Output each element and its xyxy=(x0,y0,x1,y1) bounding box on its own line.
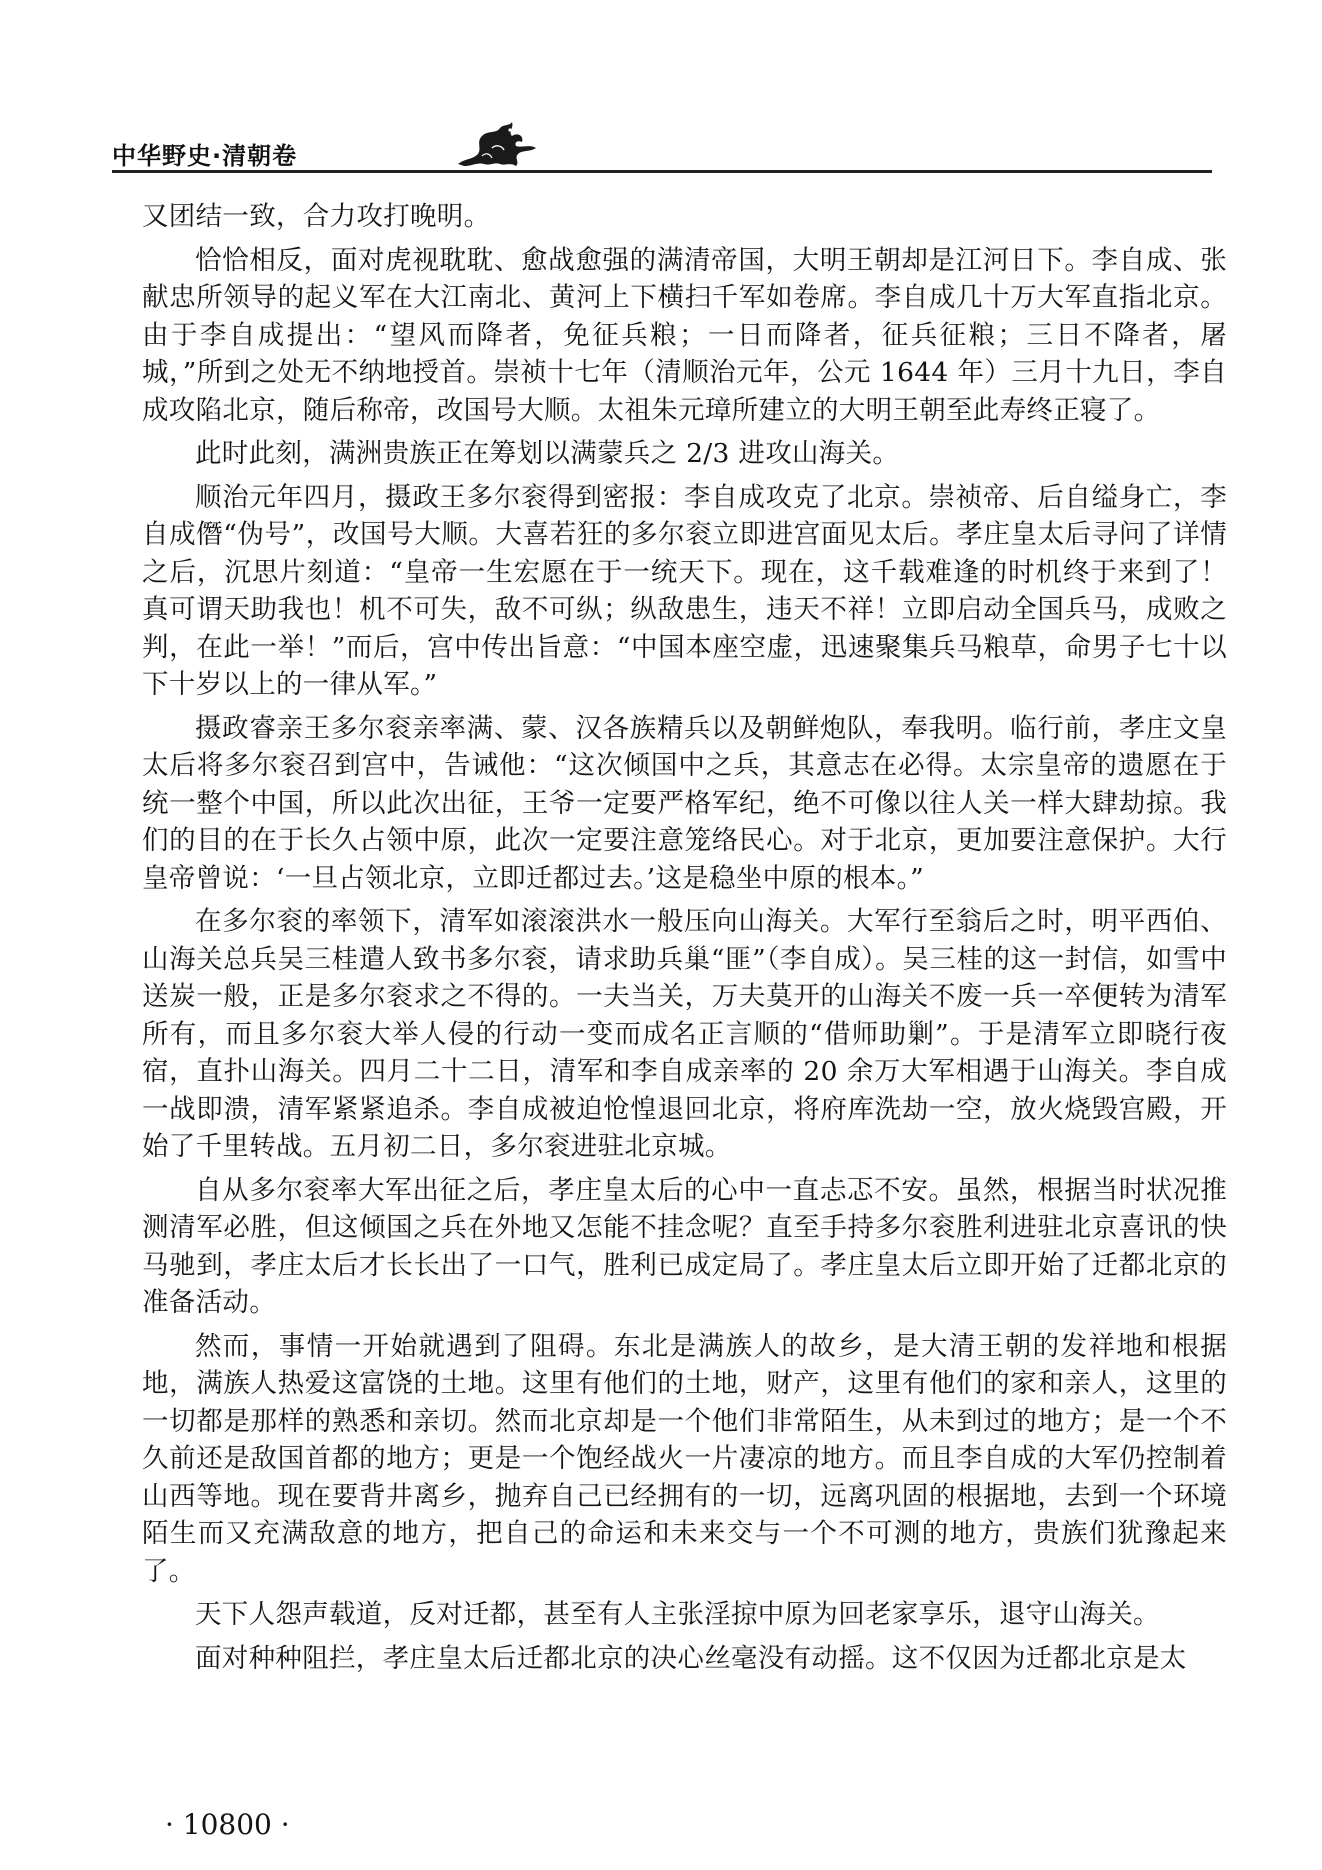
paragraph: 天下人怨声载道，反对迁都，甚至有人主张淫掠中原为回老家享乐，退守山海关。 xyxy=(195,1599,1160,1630)
page-number: · 10800 · xyxy=(165,1808,290,1841)
book-title: 中华野史·清朝卷 xyxy=(112,142,298,170)
paragraph: 然而，事情一开始就遇到了阻碍。东北是满族人的故乡，是大清王朝的发祥地和根据地，满族人热爱这富饶的土地。这里有他们的土地，财产，这里有他们的家和亲人，这里的一切都是那样的熟悉和亲切。然而北京却是一个他们非常陌生，从未到过的地方；是一个不久前还是敌国首都的地方；更是一个饱经战火一片凄凉的地方。而且李自成的大军仍控制着山西等地。现在要背井离乡，抛弃自己已经拥有的一切，远离巩固的根据地，去到一个环境陌生而又充满敌意的地方，把自己的命运和未来交与一个不可测的地方，贵族们犹豫起来了。 xyxy=(142,1330,1227,1587)
paragraph: 摄政睿亲王多尔衮亲率满、蒙、汉各族精兵以及朝鲜炮队，奉我明。临行前，孝庄文皇太后将多尔衮召到宫中，告诫他：“这次倾国中之兵，其意志在必得。太宗皇帝的遗愿在于统一整个中国，所以此次出征，王爷一定要严格军纪，绝不可像以往人关一样大肆劫掠。我们的目的在于长久占领中原，此次一定要注意笼络民心。对于北京，更加要注意保护。大行皇帝曾说：‘一旦占领北京，立即迁都过去。’这是稳坐中原的根本。” xyxy=(142,712,1227,894)
paragraph: 在多尔衮的率领下，清军如滚滚洪水一般压向山海关。大军行至翁后之时，明平西伯、山海关总兵吴三桂遣人致书多尔衮，请求助兵巢“匪”（李自成）。吴三桂的这一封信，如雪中送炭一般，正是多尔衮求之不得的。一夫当关，万夫莫开的山海关不废一兵一卒便转为清军所有，而且多尔衮大举人侵的行动一变而成名正言顺的“借师助剿”。于是清军立即晓行夜宿，直扑山海关。四月二十二日，清军和李自成亲率的 20 余万大军相遇于山海关。李自成一战即溃，清军紧紧追杀。李自成被迫怆惶退回北京，将府库洗劫一空，放火烧毁宫殿，开始了千里转战。五月初二日，多尔衮进驻北京城。 xyxy=(142,906,1227,1162)
header-rule xyxy=(112,170,1212,173)
paragraph: 此时此刻，满洲贵族正在筹划以满蒙兵之 2/3 进攻山海关。 xyxy=(195,438,900,469)
paragraph: 又团结一致，合力攻打晚明。 xyxy=(142,201,491,232)
paragraph: 面对种种阻拦，孝庄皇太后迁都北京的决心丝毫没有动摇。这不仅因为迁都北京是太 xyxy=(195,1642,1187,1674)
body-text xyxy=(142,198,1227,1683)
running-header xyxy=(112,118,1242,174)
paragraph: 自从多尔衮率大军出征之后，孝庄皇太后的心中一直忐忑不安。虽然，根据当时状况推测清军必胜，但这倾国之兵在外地又怎能不挂念呢？直至手持多尔衮胜利进驻北京喜讯的快马驰到，孝庄太后才长长出了一口气，胜利已成定局了。孝庄皇太后立即开始了迁都北京的准备活动。 xyxy=(142,1174,1227,1318)
dragon-icon xyxy=(452,118,544,170)
paragraph: 恰恰相反，面对虎视耽耽、愈战愈强的满清帝国，大明王朝却是江河日下。李自成、张献忠所领导的起义军在大江南北、黄河上下横扫千军如卷席。李自成几十万大军直指北京。由于李自成提出：“望风而降者，免征兵粮；一日而降者，征兵征粮；三日不降者，屠城，”所到之处无不纳地授首。崇祯十七年（清顺治元年，公元 1644 年）三月十九日，李自成攻陷北京，随后称帝，改国号大顺。太祖朱元璋所建立的大明王朝至此寿终正寝了。 xyxy=(142,244,1227,426)
paragraph: 顺治元年四月，摄政王多尔衮得到密报：李自成攻克了北京。崇祯帝、后自缢身亡，李自成僭“伪号”，改国号大顺。大喜若狂的多尔衮立即进宫面见太后。孝庄皇太后寻问了详情之后，沉思片刻道：“皇帝一生宏愿在于一统天下。现在，这千载难逢的时机终于来到了！真可谓天助我也！机不可失，敌不可纵；纵敌患生，违天不祥！立即启动全国兵马，成败之判，在此一举！”而后，宫中传出旨意：“中国本座空虚，迅速聚集兵马粮草，命男子七十以下十岁以上的一律从军。” xyxy=(142,481,1227,700)
